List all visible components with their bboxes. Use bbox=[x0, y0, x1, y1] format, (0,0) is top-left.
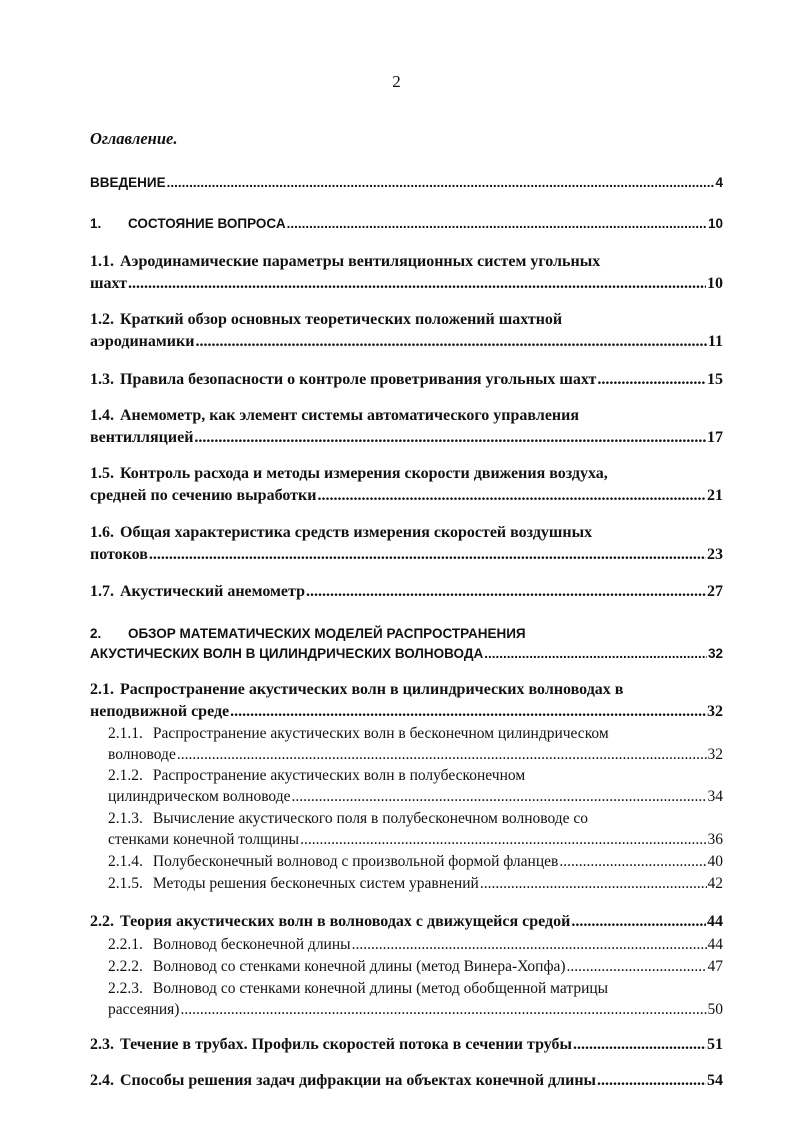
toc-entry-page: 32 bbox=[707, 646, 723, 661]
toc-entry-number: 1.3. bbox=[90, 371, 114, 388]
dot-leader bbox=[300, 829, 706, 850]
toc-entry-title: ОБЗОР МАТЕМАТИЧЕСКИХ МОДЕЛЕЙ РАСПРОСТРАНЕНИЯ bbox=[128, 626, 526, 641]
dot-leader bbox=[567, 956, 707, 977]
toc-entry-page: 4 bbox=[715, 175, 723, 190]
toc-entry-2-2-2[interactable] bbox=[108, 956, 723, 977]
toc-entry-title: Полубесконечный волновод с произвольной формой фланцев bbox=[152, 853, 559, 870]
dot-leader bbox=[128, 273, 706, 295]
dot-leader bbox=[287, 213, 707, 235]
toc-entry-1-2[interactable] bbox=[90, 309, 723, 353]
toc-entry-1-7[interactable] bbox=[90, 581, 723, 603]
toc-entry-title-cont: АКУСТИЧЕСКИХ ВОЛН В ЦИЛИНДРИЧЕСКИХ ВОЛНОВОДА bbox=[90, 646, 484, 661]
dot-leader bbox=[352, 934, 707, 955]
dot-leader bbox=[571, 911, 706, 933]
toc-entry-title: Распространение акустических волн в полубесконечном bbox=[152, 767, 526, 784]
toc-entry-2-1[interactable] bbox=[90, 679, 723, 723]
toc-entry-number: 1.4. bbox=[90, 407, 114, 424]
toc-entry-title-cont: неподвижной среде bbox=[90, 703, 230, 720]
toc-entry-page: 36 bbox=[707, 831, 723, 848]
toc-entry-title: Волновод бесконечной длины bbox=[152, 936, 351, 953]
toc-entry-page: 27 bbox=[707, 583, 723, 600]
toc-entry-number: 2.3. bbox=[90, 1036, 114, 1053]
toc-entry-1-6[interactable] bbox=[90, 522, 723, 566]
dot-leader bbox=[306, 581, 706, 603]
toc-entry-page: 47 bbox=[707, 958, 723, 975]
toc-entry-number: 2.1.4. bbox=[108, 853, 143, 870]
toc-entry-title: Теория акустических волн в волноводах с движущейся средой bbox=[120, 913, 571, 930]
toc-entry-title: Способы решения задач дифракции на объектах конечной длины bbox=[120, 1072, 597, 1089]
dot-leader bbox=[317, 485, 706, 507]
toc-entry-page: 10 bbox=[707, 216, 723, 231]
toc-entry-page: 32 bbox=[707, 703, 723, 720]
toc-entry-number: 1.1. bbox=[90, 253, 114, 270]
toc-entry-1[interactable] bbox=[90, 213, 723, 235]
toc-entry-2-2[interactable] bbox=[90, 911, 723, 933]
toc-entry-2-2-3[interactable] bbox=[108, 978, 723, 1020]
toc-entry-title-cont: волноводе bbox=[108, 746, 176, 763]
toc-entry-title-cont: аэродинамики bbox=[90, 333, 195, 350]
toc-entry-page: 51 bbox=[707, 1036, 723, 1053]
toc-entry-title-cont: рассеяния) bbox=[108, 1001, 180, 1018]
toc-entry-title: Вычисление акустического поля в полубесконечном волноводе со bbox=[152, 810, 589, 827]
dot-leader bbox=[194, 427, 706, 449]
toc-entry-title: Волновод со стенками конечной длины (метод Винера-Хопфа) bbox=[152, 958, 566, 975]
toc-entry-title: Анемометр, как элемент системы автоматического управления bbox=[120, 407, 580, 424]
page-number: 2 bbox=[392, 72, 401, 91]
toc-entry-number: 2.1.2. bbox=[108, 767, 143, 784]
toc-entry-number: 2.2.3. bbox=[108, 980, 143, 997]
toc-entry-title: СОСТОЯНИЕ ВОПРОСА bbox=[128, 216, 286, 231]
toc-entry-number: 2.2.2. bbox=[108, 958, 143, 975]
toc-entry-2-4[interactable] bbox=[90, 1070, 723, 1092]
toc-entry-2-2-1[interactable] bbox=[108, 934, 723, 955]
toc-entry-page: 40 bbox=[707, 853, 723, 870]
toc-entry-page: 44 bbox=[707, 936, 723, 953]
toc-entry-title: Течение в трубах. Профиль скоростей потока в сечении трубы bbox=[120, 1036, 573, 1053]
toc-entry-number: 1.2. bbox=[90, 311, 114, 328]
toc-entry-page: 21 bbox=[707, 487, 723, 504]
dot-leader bbox=[559, 851, 706, 872]
toc-entry-number: 2.2.1. bbox=[108, 936, 143, 953]
toc-entry-title: Краткий обзор основных теоретических положений шахтной bbox=[120, 311, 563, 328]
toc-entry-2-1-2[interactable] bbox=[108, 765, 723, 807]
toc-heading: Оглавление. bbox=[90, 129, 178, 148]
toc-entry-1-5[interactable] bbox=[90, 463, 723, 507]
toc-entry-number: 2.1.1. bbox=[108, 725, 143, 742]
dot-leader bbox=[484, 644, 707, 664]
toc-entry-number: 2.1. bbox=[90, 681, 114, 698]
dot-leader bbox=[597, 1070, 706, 1092]
toc-entry-page: 11 bbox=[707, 333, 723, 350]
toc-entry-page: 15 bbox=[707, 371, 723, 388]
toc-entry-title-cont: стенками конечной толщины bbox=[108, 831, 300, 848]
dot-leader bbox=[230, 701, 706, 723]
toc-entry-number: 2.1.3. bbox=[108, 810, 143, 827]
dot-leader bbox=[292, 786, 707, 807]
toc-entry-number: 2.2. bbox=[90, 913, 114, 930]
toc-entry-number: 2.1.5. bbox=[108, 875, 143, 892]
toc-entry-page: 23 bbox=[707, 546, 723, 563]
toc-entry-2[interactable] bbox=[90, 624, 723, 664]
toc-entry-title: ВВЕДЕНИЕ bbox=[90, 175, 166, 190]
dot-leader bbox=[149, 544, 706, 566]
toc-entry-introduction[interactable] bbox=[90, 172, 723, 194]
toc-entry-page: 34 bbox=[707, 788, 723, 805]
toc-entry-1-3[interactable] bbox=[90, 369, 723, 391]
dot-leader bbox=[597, 369, 706, 391]
toc-entry-2-3[interactable] bbox=[90, 1034, 723, 1056]
toc-entry-title: Волновод со стенками конечной длины (метод обобщенной матрицы bbox=[152, 980, 609, 997]
toc-entry-number: 2. bbox=[90, 626, 102, 641]
toc-entry-page: 32 bbox=[707, 746, 723, 763]
toc-entry-number: 1.6. bbox=[90, 524, 114, 541]
toc-entry-page: 17 bbox=[707, 429, 723, 446]
dot-leader bbox=[573, 1034, 706, 1056]
toc-entry-title: Контроль расхода и методы измерения скорости движения воздуха, bbox=[120, 465, 608, 482]
toc-entry-2-1-4[interactable] bbox=[108, 851, 723, 872]
toc-entry-1-4[interactable] bbox=[90, 405, 723, 449]
toc-entry-title-cont: шахт bbox=[90, 275, 127, 292]
toc-entry-number: 1. bbox=[90, 216, 102, 231]
toc-entry-page: 54 bbox=[707, 1072, 723, 1089]
toc-entry-title-cont: вентилляцией bbox=[90, 429, 194, 446]
toc-entry-1-1[interactable] bbox=[90, 251, 723, 295]
toc-entry-number: 1.7. bbox=[90, 583, 114, 600]
toc-entry-number: 2.4. bbox=[90, 1072, 114, 1089]
toc-entry-title: Распространение акустических волн в бесконечном цилиндрическом bbox=[152, 725, 609, 742]
toc-entry-2-1-5[interactable] bbox=[108, 873, 723, 894]
toc-entry-title: Акустический анемометр bbox=[120, 583, 305, 600]
toc-entry-title: Аэродинамические параметры вентиляционных систем угольных bbox=[120, 253, 601, 270]
toc-entry-page: 10 bbox=[707, 275, 723, 292]
toc-entry-number: 1.5. bbox=[90, 465, 114, 482]
toc-entry-page: 50 bbox=[707, 1001, 723, 1018]
dot-leader bbox=[177, 744, 707, 765]
toc-entry-title-cont: средней по сечению выработки bbox=[90, 487, 317, 504]
dot-leader bbox=[167, 172, 715, 194]
toc-entry-2-1-3[interactable] bbox=[108, 808, 723, 850]
toc-entry-page: 44 bbox=[707, 913, 723, 930]
toc-entry-title: Общая характеристика средств измерения скоростей воздушных bbox=[120, 524, 593, 541]
toc-entry-title: Распространение акустических волн в цилиндрических волноводах в bbox=[120, 681, 624, 698]
toc-entry-page: 42 bbox=[707, 875, 723, 892]
toc-entry-title-cont: потоков bbox=[90, 546, 148, 563]
toc-entry-title: Методы решения бесконечных систем уравнений bbox=[152, 875, 479, 892]
toc-entry-title: Правила безопасности о контроле проветривания угольных шахт bbox=[120, 371, 597, 388]
dot-leader bbox=[180, 999, 706, 1020]
dot-leader bbox=[195, 331, 706, 353]
dot-leader bbox=[480, 873, 707, 894]
toc-entry-title-cont: цилиндрическом волноводе bbox=[108, 788, 291, 805]
toc-entry-2-1-1[interactable] bbox=[108, 723, 723, 765]
